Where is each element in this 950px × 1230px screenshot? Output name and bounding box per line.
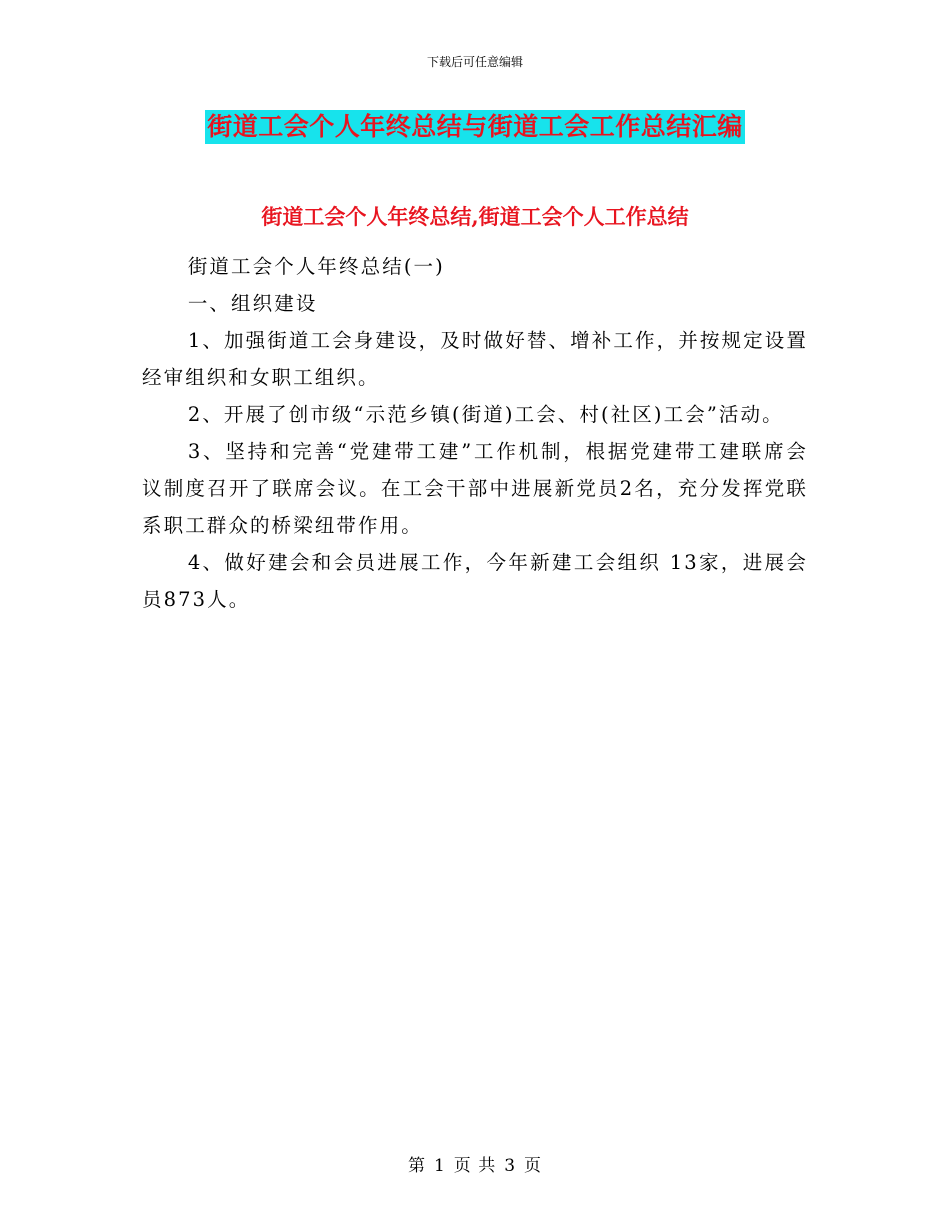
footer-middle: 页 共 (453, 1156, 497, 1176)
header-note: 下载后可任意编辑 (426, 55, 523, 69)
document-title: 街道工会个人年终总结与街道工会工作总结汇编 (205, 110, 745, 144)
paragraph-subtitle: 街道工会个人年终总结(一) (187, 255, 445, 278)
page-footer (0, 1154, 950, 1178)
paragraph-item-3: 3、坚持和完善“党建带工建”工作机制，根据党建带工建联席会议制度召开了联席会议。在工会干部中进展新党员2名，充分发挥党联系职工群众的桥梁纽带作用。 (142, 440, 808, 537)
footer-suffix: 页 (524, 1156, 543, 1176)
paragraph-heading: 一、组织建设 (187, 292, 318, 315)
document-body (142, 248, 808, 618)
section-title: 街道工会个人年终总结,街道工会个人工作总结 (261, 204, 689, 229)
paragraph-item-4: 4、做好建会和会员进展工作，今年新建工会组织 13家，进展会员873人。 (142, 551, 808, 611)
paragraph-item-2: 2、开展了创市级“示范乡镇(街道)工会、村(社区)工会”活动。 (187, 403, 784, 426)
footer-prefix: 第 (407, 1156, 426, 1176)
document-title-container (0, 110, 950, 144)
footer-current-page: 1 (433, 1156, 446, 1176)
paragraph-item-1: 1、加强街道工会身建设，及时做好替、增补工作，并按规定设置经审组织和女职工组织。 (142, 329, 808, 389)
footer-total-pages: 3 (504, 1156, 517, 1176)
